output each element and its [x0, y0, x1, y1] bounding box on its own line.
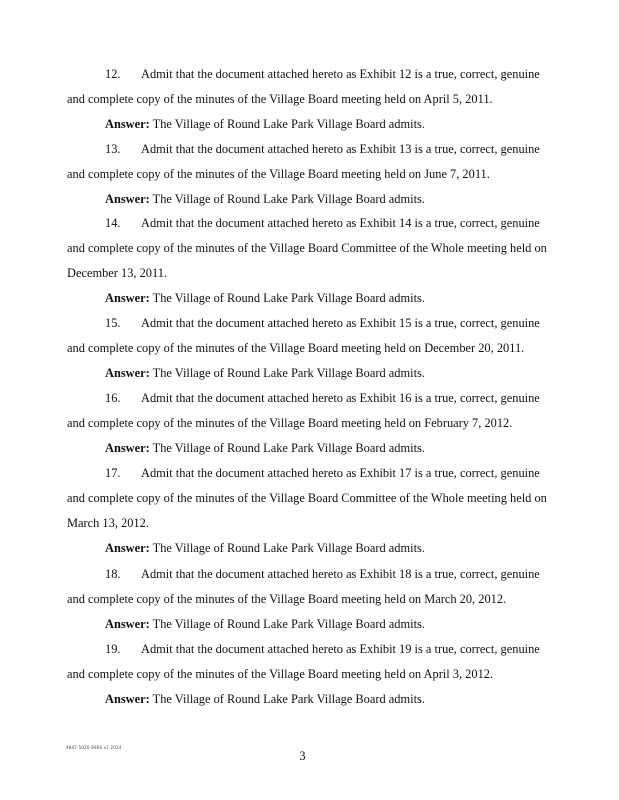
- paragraph-12-line-2: and complete copy of the minutes of the Village Board meeting held on April 5, 2011.: [67, 92, 493, 106]
- paragraph-number: 16.: [105, 391, 121, 405]
- answer-14: Answer: The Village of Round Lake Park Village Board admits.: [105, 291, 425, 305]
- paragraph-13-line-1: 13. Admit that the document attached hereto as Exhibit 13 is a true, correct, genuine: [105, 142, 540, 156]
- paragraph-number: 14.: [105, 216, 121, 230]
- paragraph-number: 18.: [105, 567, 121, 581]
- paragraph-17-line-1: 17. Admit that the document attached hereto as Exhibit 17 is a true, correct, genuine: [105, 466, 540, 480]
- paragraph-number: 12.: [105, 67, 121, 81]
- answer-15: Answer: The Village of Round Lake Park Village Board admits.: [105, 366, 425, 380]
- paragraph-number: 19.: [105, 642, 121, 656]
- paragraph-number: 13.: [105, 142, 121, 156]
- paragraph-17-line-3: March 13, 2012.: [67, 516, 149, 530]
- paragraph-16-line-1: 16. Admit that the document attached hereto as Exhibit 16 is a true, correct, genuine: [105, 391, 540, 405]
- page-number: 3: [299, 749, 306, 763]
- answer-17: Answer: The Village of Round Lake Park Village Board admits.: [105, 541, 425, 555]
- paragraph-19-line-2: and complete copy of the minutes of the Village Board meeting held on April 3, 2012.: [67, 667, 494, 681]
- paragraph-17-line-2: and complete copy of the minutes of the Village Board Committee of the Whole meeting held on: [67, 491, 547, 505]
- paragraph-16-line-2: and complete copy of the minutes of the Village Board meeting held on February 7, 2012.: [67, 416, 513, 430]
- paragraph-14-line-3: December 13, 2011.: [67, 266, 168, 280]
- answer-16: Answer: The Village of Round Lake Park Village Board admits.: [105, 441, 425, 455]
- paragraph-13-line-2: and complete copy of the minutes of the Village Board meeting held on June 7, 2011.: [67, 167, 490, 181]
- answer-12: Answer: The Village of Round Lake Park Village Board admits.: [105, 117, 425, 131]
- paragraph-18-line-2: and complete copy of the minutes of the Village Board meeting held on March 20, 2012.: [67, 592, 507, 606]
- answer-18: Answer: The Village of Round Lake Park Village Board admits.: [105, 617, 425, 631]
- paragraph-15-line-1: 15. Admit that the document attached hereto as Exhibit 15 is a true, correct, genuine: [105, 316, 540, 330]
- paragraph-18-line-1: 18. Admit that the document attached hereto as Exhibit 18 is a true, correct, genuine: [105, 567, 540, 581]
- document-id: 4847-5020-8966 v1 2014: [66, 745, 122, 750]
- paragraph-14-line-2: and complete copy of the minutes of the Village Board Committee of the Whole meeting held on: [67, 241, 547, 255]
- paragraph-12-line-1: 12. Admit that the document attached hereto as Exhibit 12 is a true, correct, genuine: [105, 67, 540, 81]
- answer-13: Answer: The Village of Round Lake Park Village Board admits.: [105, 192, 425, 206]
- paragraph-14-line-1: 14. Admit that the document attached hereto as Exhibit 14 is a true, correct, genuine: [105, 216, 540, 230]
- paragraph-15-line-2: and complete copy of the minutes of the Village Board meeting held on December 20, 2011.: [67, 341, 525, 355]
- answer-19: Answer: The Village of Round Lake Park Village Board admits.: [105, 692, 425, 706]
- paragraph-19-line-1: 19. Admit that the document attached hereto as Exhibit 19 is a true, correct, genuine: [105, 642, 540, 656]
- paragraph-number: 17.: [105, 466, 121, 480]
- paragraph-number: 15.: [105, 316, 121, 330]
